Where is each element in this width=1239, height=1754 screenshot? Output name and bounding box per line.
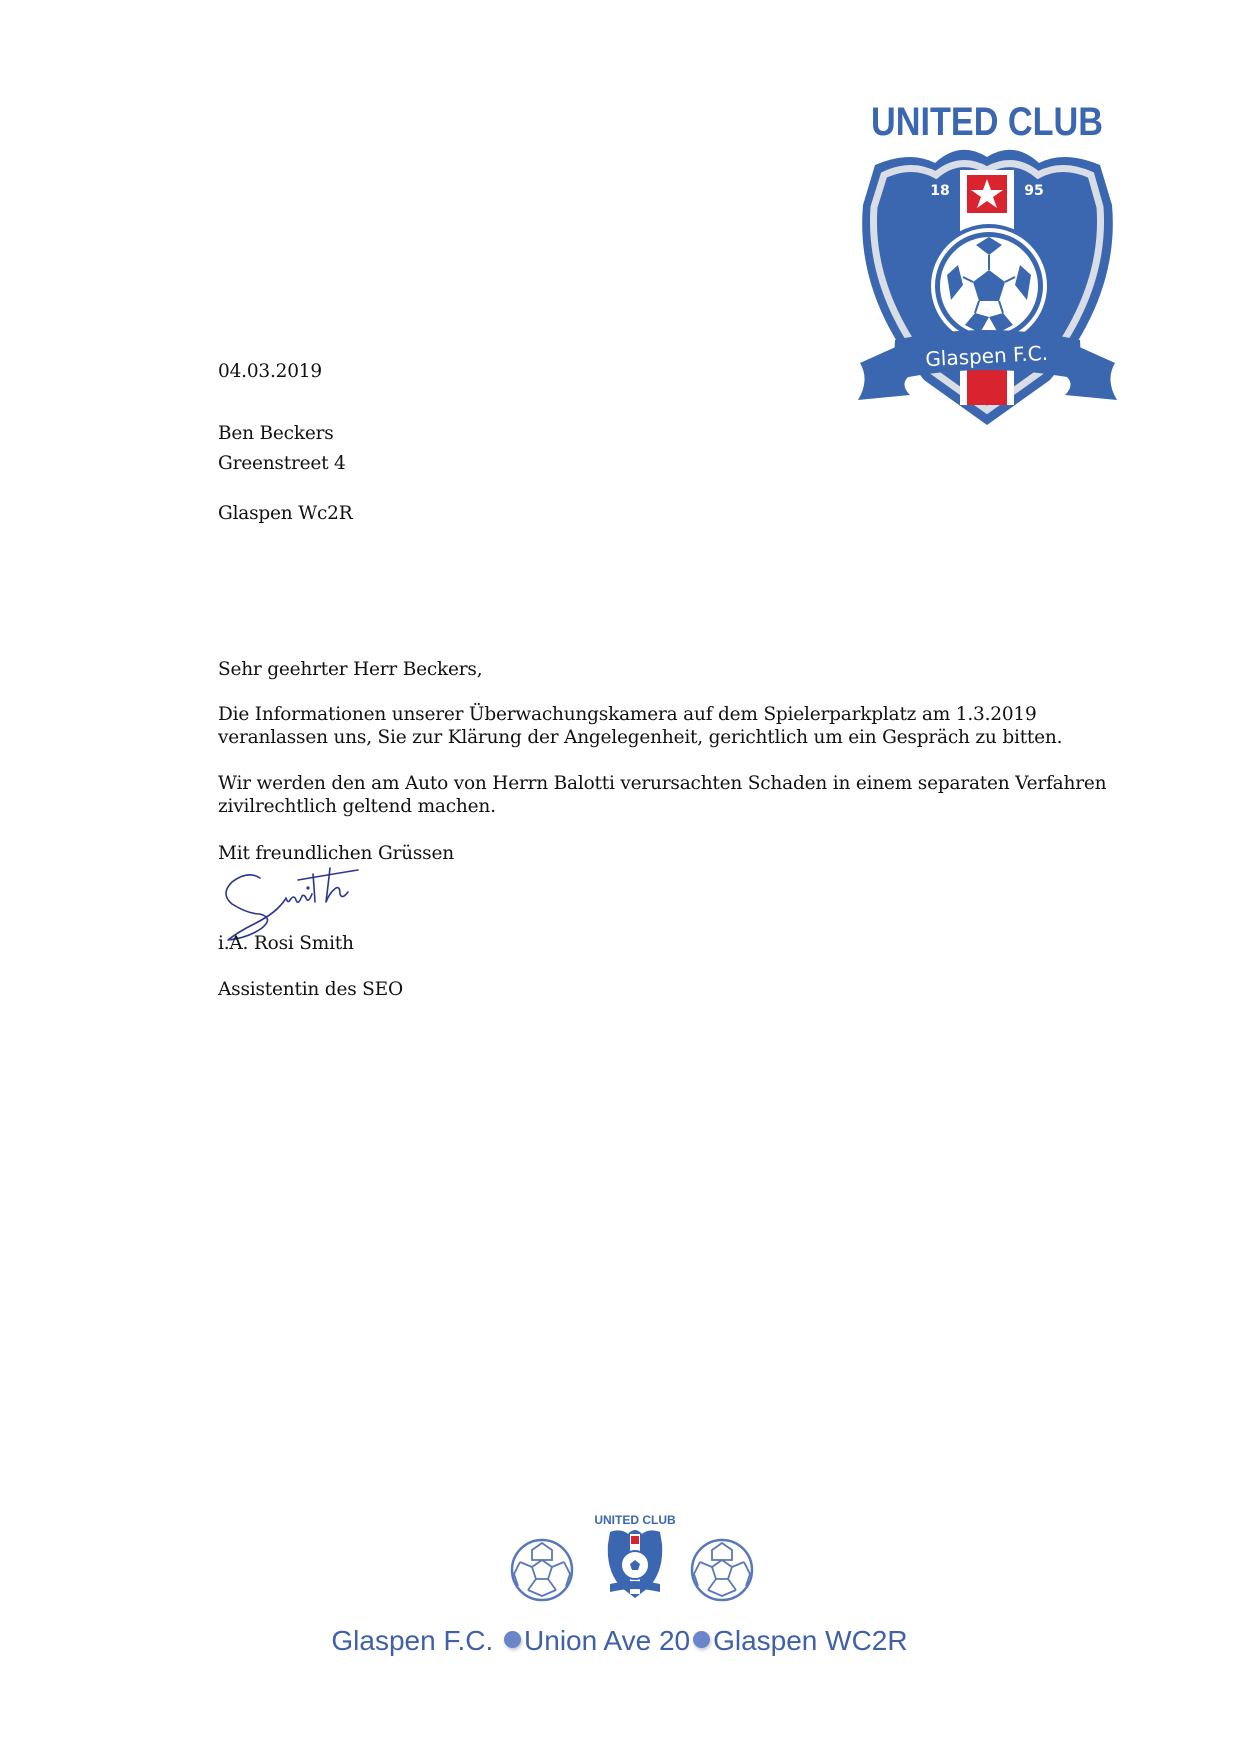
soccer-ball-icon — [692, 1540, 752, 1600]
soccer-ball-icon — [512, 1540, 572, 1600]
paragraph-line: Wir werden den am Auto von Herrn Balotti verursachten Schaden in einem separaten Verfahren — [218, 773, 1107, 794]
paragraph-line: Die Informationen unserer Überwachungskamera auf dem Spielerparkplatz am 1.3.2019 — [218, 704, 1037, 725]
logo-title-text: UNITED CLUB — [871, 100, 1103, 144]
body-paragraph — [218, 772, 1106, 818]
paragraph-line: veranlassen uns, Sie zur Klärung der Angelegenheit, gerichtlich um ein Gespräch zu bitten. — [218, 727, 1063, 748]
logo-year-left: 18 — [930, 183, 950, 199]
signer-title: Assistentin des SEO — [218, 979, 403, 1000]
club-crest-logo — [850, 95, 1125, 450]
recipient-street: Greenstreet 4 — [218, 453, 346, 474]
paragraph-line: zivilrechtlich geltend machen. — [218, 796, 496, 817]
salutation: Sehr geehrter Herr Beckers, — [218, 659, 483, 680]
soccer-ball-icon — [927, 224, 1051, 348]
handwritten-signature — [218, 862, 378, 942]
recipient-name: Ben Beckers — [218, 423, 334, 444]
logo-year-right: 95 — [1024, 183, 1044, 199]
footer-icons — [500, 1510, 770, 1610]
bullet-dot-icon — [504, 1631, 521, 1648]
footer-street: Union Ave 20 — [524, 1625, 691, 1656]
body-paragraph — [218, 703, 1062, 749]
bullet-dot-icon — [693, 1631, 710, 1648]
closing: Mit freundlichen Grüssen — [218, 843, 454, 864]
footer-address — [0, 1625, 1239, 1657]
footer-city: Glaspen WC2R — [713, 1625, 908, 1656]
logo-title — [871, 100, 1103, 144]
recipient-city: Glaspen Wc2R — [218, 503, 353, 524]
club-crest-icon — [594, 1513, 676, 1598]
footer-club: Glaspen F.C. — [331, 1625, 494, 1656]
logo-banner-text: Glaspen F.C. — [924, 340, 1049, 372]
footer-crest-title: UNITED CLUB — [594, 1513, 676, 1527]
letter-date: 04.03.2019 — [218, 361, 322, 382]
signer-name: i.A. Rosi Smith — [218, 933, 354, 954]
